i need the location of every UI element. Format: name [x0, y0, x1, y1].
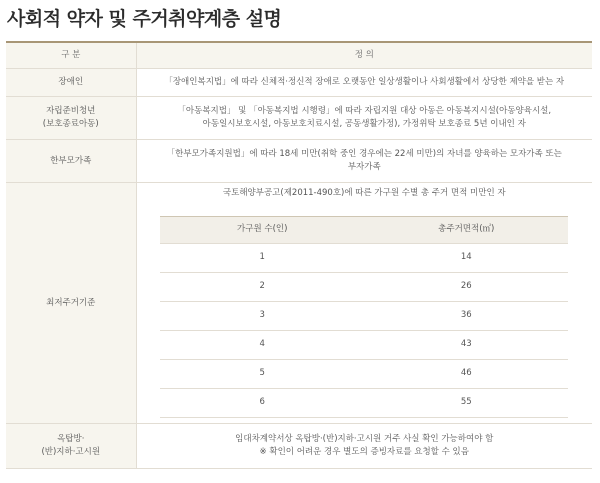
sub-table-row	[160, 272, 568, 301]
household-count: 3	[160, 301, 364, 330]
sub-table-row	[160, 359, 568, 388]
household-count: 4	[160, 330, 364, 359]
sub-header-area: 총주거면적(㎡)	[364, 216, 568, 243]
page-title: 사회적 약자 및 주거취약계층 설명	[7, 8, 282, 30]
sub-table-row	[160, 330, 568, 359]
sub-table-header-row	[160, 216, 568, 243]
table-row	[6, 140, 592, 183]
definition-text: 아동일시보호시설, 아동보호치료시설, 공동생활가정), 가정위탁 보호종료 5년 이내인 자	[202, 119, 526, 129]
household-count: 5	[160, 359, 364, 388]
table-row	[6, 69, 592, 97]
area-value: 46	[364, 359, 568, 388]
area-value: 43	[364, 330, 568, 359]
area-value: 14	[364, 243, 568, 272]
table-row	[6, 424, 592, 469]
area-value: 26	[364, 272, 568, 301]
household-count: 2	[160, 272, 364, 301]
term-cell	[6, 140, 136, 183]
sub-header-household: 가구원 수(인)	[160, 216, 364, 243]
definitions-table	[6, 41, 592, 469]
housing-area-table	[160, 216, 568, 418]
definition-text: ※ 확인이 어려운 경우 별도의 증빙자료를 요청할 수 있음	[259, 447, 469, 457]
term-cell	[6, 424, 136, 469]
housing-standard-intro: 국토해양부공고(제2011-490호)에 따른 가구원 수별 총 주거 면적 미만인 자	[222, 187, 506, 198]
term-cell	[6, 183, 136, 424]
area-value: 36	[364, 301, 568, 330]
term-text: 장애인	[58, 77, 84, 87]
definition-text: 「장애인복지법」에 따라 신체적·정신적 장애로 오랫동안 일상생활이나 사회생활에서 상당한 제약을 받는 자	[164, 77, 565, 87]
term-text: 옥탑방·	[57, 434, 85, 444]
term-cell	[6, 97, 136, 140]
definition-text: 임대차계약서상 옥탑방·(반)지하·고시원 거주 사실 확인 가능하여야 함	[235, 434, 494, 444]
definition-cell	[136, 140, 592, 183]
term-text: 최저주거기준	[46, 297, 96, 308]
header-definition: 정 의	[136, 42, 592, 69]
definition-cell	[136, 69, 592, 97]
table-row	[6, 183, 592, 424]
sub-table-row	[160, 243, 568, 272]
term-text: 한부모가족	[50, 155, 92, 166]
term-text: (보호종료아동)	[42, 119, 99, 129]
sub-table-row	[160, 301, 568, 330]
term-cell	[6, 69, 136, 97]
definition-cell	[136, 183, 592, 424]
definition-cell	[136, 424, 592, 469]
area-value: 55	[364, 388, 568, 417]
definition-text: 부자가족	[347, 162, 381, 172]
definition-text: 「아동복지법」 및 「아동복지법 시행령」에 따라 자립지원 대상 아동은 아동복지시설(아동양육시설,	[177, 106, 552, 116]
definition-text: 「한부모가족지원법」에 따라 18세 미만(취학 중인 경우에는 22세 미만)의 자녀를 양육하는 모자가족 또는	[166, 149, 562, 159]
household-count: 6	[160, 388, 364, 417]
table-row	[6, 97, 592, 140]
header-term: 구 분	[6, 42, 136, 69]
definition-cell	[136, 97, 592, 140]
sub-table-row	[160, 388, 568, 417]
term-text: 자립준비청년	[46, 106, 96, 116]
household-count: 1	[160, 243, 364, 272]
table-header-row	[6, 42, 592, 69]
term-text: (반)지하·고시원	[41, 447, 101, 457]
